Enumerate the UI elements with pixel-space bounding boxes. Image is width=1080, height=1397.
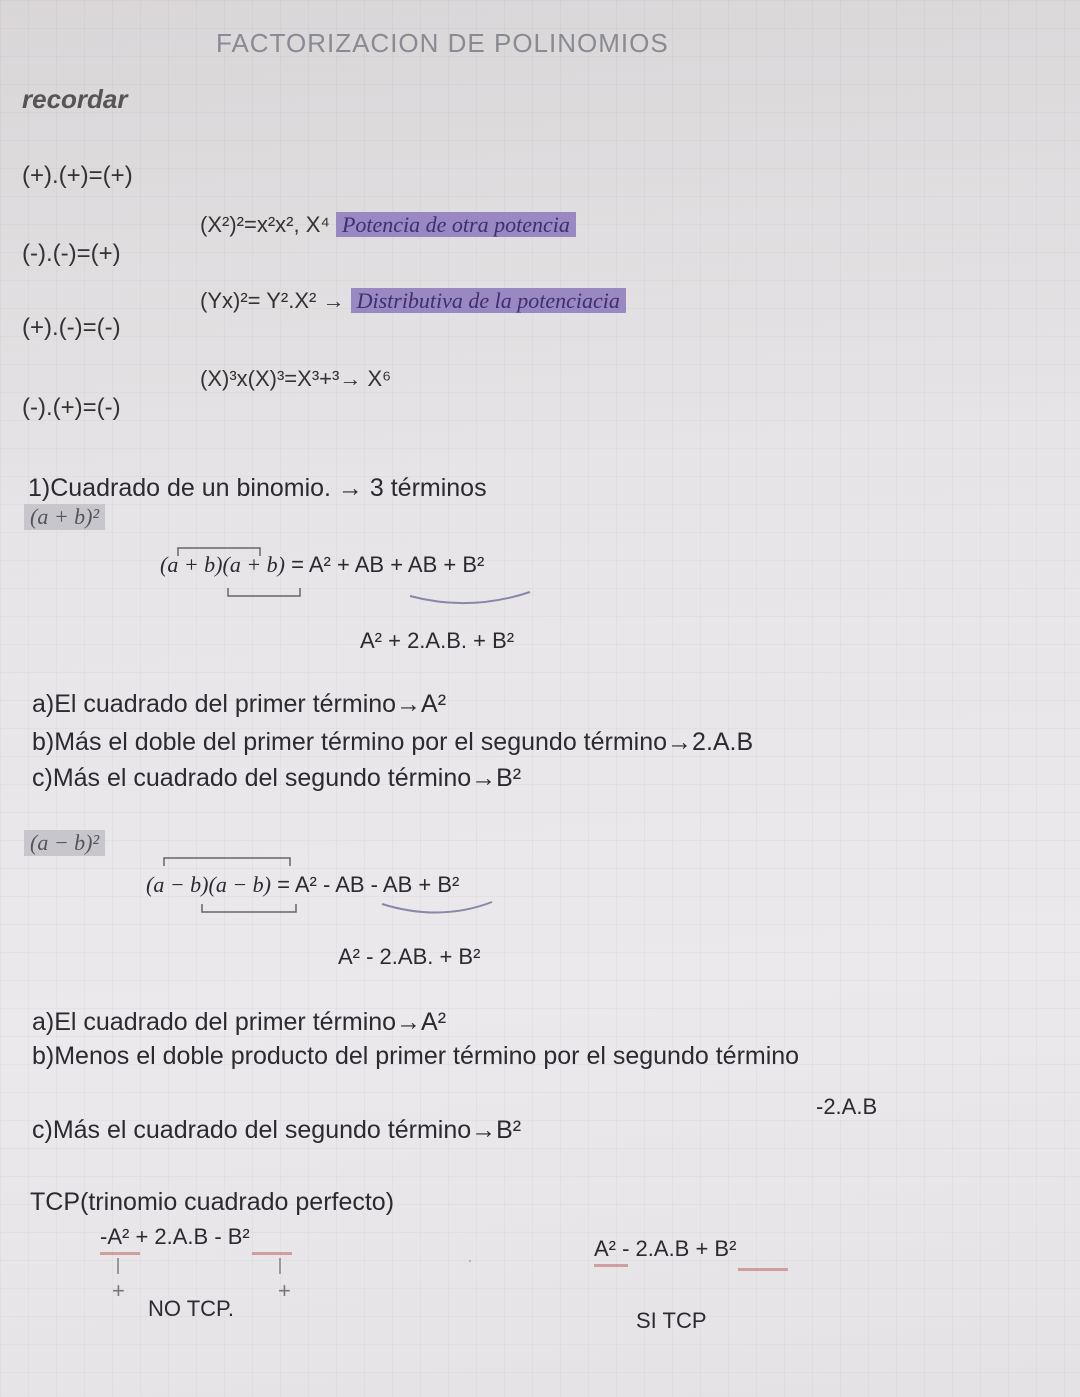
brace-1 bbox=[410, 592, 530, 603]
section2-result: A² - 2.AB. + B² bbox=[338, 944, 481, 969]
brace-2 bbox=[382, 902, 492, 913]
page-title: FACTORIZACION DE POLINOMIOS bbox=[216, 28, 669, 58]
recordar-label: recordar bbox=[22, 84, 128, 114]
tcp-example-2: A² - 2.A.B + B² bbox=[594, 1236, 737, 1261]
section1-rule-c: c)Más el cuadrado del segundo término→B² bbox=[32, 764, 522, 792]
section2-rule-b: b)Menos el doble producto del primer término por el segundo término bbox=[32, 1042, 800, 1070]
section1-rule-b: b)Más el doble del primer término por el segundo término→2.A.B bbox=[32, 728, 754, 756]
section2-expansion-right: = A² - AB - AB + B² bbox=[277, 872, 460, 897]
sign-rule-4: (-).(+)=(-) bbox=[22, 394, 121, 421]
tcp-example-2-verdict: SI TCP bbox=[636, 1308, 707, 1333]
power-rule-1-expr: (X²)²=x²x², X⁴ bbox=[200, 212, 330, 237]
tcp-example-1-verdict: NO TCP. bbox=[148, 1296, 234, 1321]
section1-expansion-left: (a + b)(a + b) bbox=[160, 552, 285, 577]
tcp-example-1-mark-a: + bbox=[112, 1278, 125, 1303]
section2-rule-c: c)Más el cuadrado del segundo término→B² bbox=[32, 1116, 522, 1144]
bracket-top-2 bbox=[164, 858, 290, 866]
sign-rule-3: (+).(-)=(-) bbox=[22, 314, 121, 341]
power-rule-3: (X)³x(X)³=X³+³→ X⁶ bbox=[200, 366, 392, 391]
section2-binomial: (a − b)² bbox=[24, 830, 105, 856]
bracket-bottom-2 bbox=[202, 904, 296, 912]
section1-rule-a: a)El cuadrado del primer término→A² bbox=[32, 690, 447, 718]
section2-rule-b-result: -2.A.B bbox=[816, 1094, 878, 1119]
power-rule-2-note: Distributiva de la potenciacia bbox=[351, 288, 626, 313]
sign-rule-2: (-).(-)=(+) bbox=[22, 240, 121, 267]
section1-binomial: (a + b)² bbox=[24, 504, 105, 530]
tcp-example-1-mark-b: + bbox=[278, 1278, 291, 1303]
section2-rule-a: a)El cuadrado del primer término→A² bbox=[32, 1008, 447, 1036]
power-rule-2-expr: (Yx)²= Y².X² → bbox=[200, 288, 345, 313]
section1-result: A² + 2.A.B. + B² bbox=[360, 628, 515, 653]
bracket-bottom-1 bbox=[228, 588, 300, 596]
section1-heading: 1)Cuadrado de un binomio. → 3 términos bbox=[28, 474, 487, 502]
power-rule-1-note: Potencia de otra potencia bbox=[336, 212, 576, 237]
section2-expansion-left: (a − b)(a − b) bbox=[146, 872, 271, 897]
sign-rule-1: (+).(+)=(+) bbox=[22, 162, 133, 189]
bracket-top-1 bbox=[178, 548, 260, 556]
section1-expansion-right: = A² + AB + AB + B² bbox=[291, 552, 485, 577]
tcp-example-1: -A² + 2.A.B - B² bbox=[100, 1224, 250, 1249]
tcp-heading: TCP(trinomio cuadrado perfecto) bbox=[30, 1188, 395, 1216]
